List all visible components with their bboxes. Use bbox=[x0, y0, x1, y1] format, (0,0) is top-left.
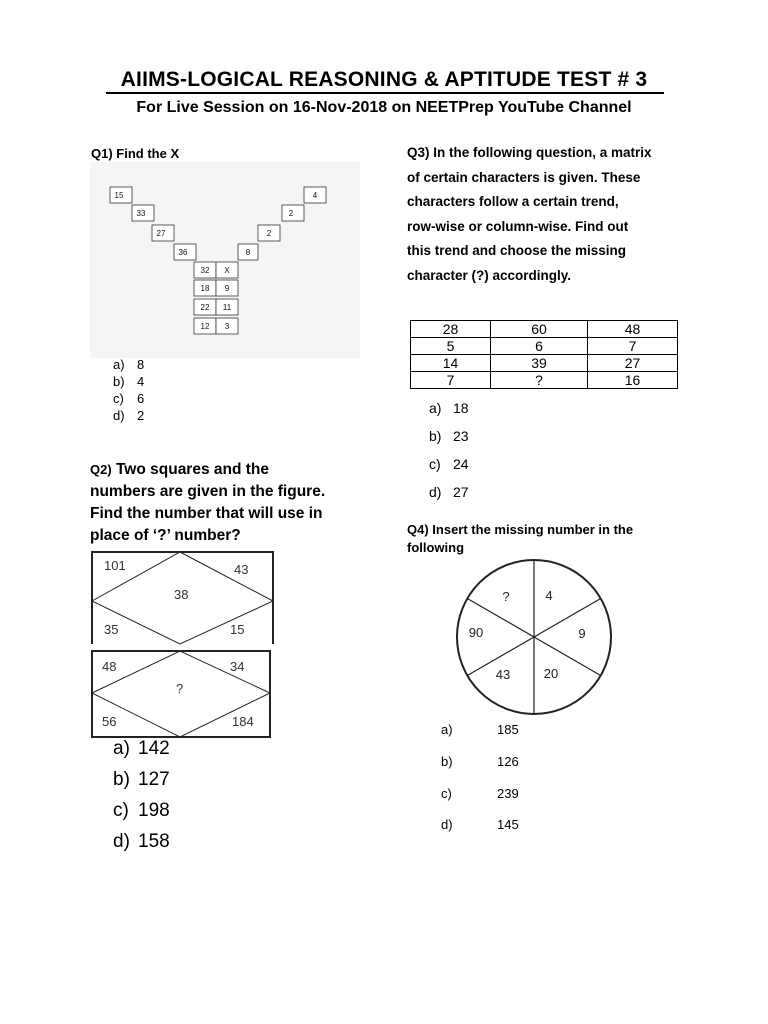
q4-options bbox=[441, 722, 561, 846]
q2-sq2-top-right: 34 bbox=[230, 659, 245, 674]
q1-cell-value: 8 bbox=[245, 248, 251, 257]
q2-line: Find the number that will use in bbox=[90, 505, 323, 522]
q1-cell-value: 11 bbox=[222, 303, 232, 312]
option-value: 2 bbox=[137, 408, 145, 423]
matrix-cell: 60 bbox=[491, 321, 588, 338]
option-value: 145 bbox=[497, 817, 519, 832]
q3-option-c[interactable] bbox=[429, 456, 469, 484]
matrix-cell: ? bbox=[491, 372, 588, 389]
q4-line: following bbox=[407, 540, 465, 555]
option-label: a) bbox=[441, 722, 453, 737]
q3-line: characters follow a certain trend, bbox=[407, 194, 619, 209]
q1-cell-value: 18 bbox=[200, 284, 210, 293]
matrix-cell: 5 bbox=[411, 338, 491, 355]
table-row bbox=[411, 355, 678, 372]
q4-sector-value: 9 bbox=[578, 626, 586, 641]
q2-option-a[interactable] bbox=[113, 738, 170, 769]
q4-option-c[interactable] bbox=[441, 786, 561, 804]
q2-sq1-center: 38 bbox=[174, 587, 189, 602]
q1-staircase-diagram bbox=[90, 162, 360, 358]
q1-cell-value: 33 bbox=[136, 209, 146, 218]
q2-sq2-bottom-right: 184 bbox=[232, 714, 254, 729]
q3-matrix-container bbox=[410, 320, 678, 389]
q1-cell-value: 22 bbox=[200, 303, 210, 312]
q4-line: Q4) Insert the missing number in the bbox=[407, 522, 634, 537]
q3-matrix bbox=[410, 320, 678, 389]
q2-squares-diagram bbox=[90, 550, 276, 740]
option-label: d) bbox=[113, 831, 130, 852]
q3-option-b[interactable] bbox=[429, 428, 469, 456]
option-value: 23 bbox=[453, 428, 469, 444]
option-label: d) bbox=[441, 817, 453, 832]
q1-question: Q1) Find the X bbox=[91, 146, 180, 161]
option-label: c) bbox=[441, 786, 452, 801]
option-label: b) bbox=[429, 428, 442, 444]
q3-line: Q3) In the following question, a matrix bbox=[407, 145, 652, 160]
option-label: b) bbox=[113, 374, 125, 389]
q4-sector-value: ? bbox=[502, 589, 510, 604]
q3-option-a[interactable] bbox=[429, 400, 469, 428]
q1-option-d[interactable] bbox=[113, 408, 144, 425]
option-label: a) bbox=[113, 738, 130, 759]
matrix-cell: 39 bbox=[491, 355, 588, 372]
q2-sq1-bottom-right: 15 bbox=[230, 622, 245, 637]
matrix-cell: 16 bbox=[588, 372, 678, 389]
q4-sector-value: 43 bbox=[495, 667, 511, 682]
q2-number: Q2) bbox=[90, 462, 112, 477]
q3-line: character (?) accordingly. bbox=[407, 267, 572, 283]
option-value: 126 bbox=[497, 754, 519, 769]
q4-figure bbox=[454, 557, 614, 717]
q1-option-c[interactable] bbox=[113, 391, 144, 408]
option-value: 8 bbox=[137, 357, 145, 372]
option-label: d) bbox=[429, 484, 442, 500]
q2-sq1-top-left: 101 bbox=[104, 558, 126, 573]
q2-figure bbox=[90, 550, 276, 740]
q1-cell-value: 9 bbox=[224, 284, 230, 293]
matrix-cell: 14 bbox=[411, 355, 491, 372]
option-value: 27 bbox=[453, 484, 469, 500]
q2-sq2-top-left: 48 bbox=[102, 659, 117, 674]
q3-line: of certain characters is given. These bbox=[407, 169, 641, 185]
q2-line: Two squares and the bbox=[115, 461, 270, 478]
table-row bbox=[411, 338, 678, 355]
option-label: c) bbox=[113, 800, 129, 821]
q1-cell-value: 2 bbox=[266, 229, 272, 238]
q3-option-d[interactable] bbox=[429, 484, 469, 512]
q3-options bbox=[429, 400, 469, 512]
option-value: 127 bbox=[138, 769, 170, 790]
q2-sq1-top-right: 43 bbox=[234, 562, 249, 577]
q2-line: place of ‘?’ number? bbox=[90, 527, 241, 544]
q3-line: row-wise or column-wise. Find out bbox=[407, 218, 629, 234]
q4-option-a[interactable] bbox=[441, 722, 561, 740]
q4-sector-value: 90 bbox=[468, 625, 484, 640]
q4-question bbox=[407, 521, 707, 557]
q4-circle-diagram bbox=[454, 557, 614, 717]
matrix-cell: 27 bbox=[588, 355, 678, 372]
option-value: 6 bbox=[137, 391, 145, 406]
option-label: b) bbox=[113, 769, 130, 790]
q2-sq2-bottom-left: 56 bbox=[102, 714, 117, 729]
q3-question bbox=[407, 141, 707, 288]
q1-cell-value: 12 bbox=[200, 322, 210, 331]
option-value: 239 bbox=[497, 786, 519, 801]
matrix-cell: 28 bbox=[411, 321, 491, 338]
q2-option-c[interactable] bbox=[113, 800, 170, 831]
q1-cell-value: 15 bbox=[114, 191, 124, 200]
test-title: AIIMS-LOGICAL REASONING & APTITUDE TEST # 3 bbox=[120, 68, 648, 91]
q2-line: numbers are given in the figure. bbox=[90, 483, 326, 500]
matrix-cell: 7 bbox=[588, 338, 678, 355]
option-value: 18 bbox=[453, 400, 469, 416]
table-row bbox=[411, 372, 678, 389]
matrix-cell: 48 bbox=[588, 321, 678, 338]
q2-option-d[interactable] bbox=[113, 831, 170, 862]
option-label: c) bbox=[113, 391, 124, 406]
q1-cell-value: 36 bbox=[178, 248, 188, 257]
q1-cell-value: 3 bbox=[224, 322, 230, 331]
q4-option-b[interactable] bbox=[441, 754, 561, 772]
option-label: c) bbox=[429, 456, 441, 472]
option-label: a) bbox=[113, 357, 125, 372]
option-value: 198 bbox=[138, 800, 170, 821]
option-label: d) bbox=[113, 408, 125, 423]
option-label: a) bbox=[429, 400, 442, 416]
option-label: b) bbox=[441, 754, 453, 769]
q3-line: this trend and choose the missing bbox=[407, 243, 627, 258]
matrix-cell: 6 bbox=[491, 338, 588, 355]
q1-cell-value: 4 bbox=[312, 191, 318, 200]
q1-cell-value: 32 bbox=[200, 266, 210, 275]
option-value: 185 bbox=[497, 722, 519, 737]
q1-cell-value: X bbox=[224, 266, 230, 275]
option-value: 158 bbox=[138, 831, 170, 852]
q2-sq2-center: ? bbox=[176, 681, 184, 696]
q1-cell-value: 27 bbox=[156, 229, 166, 238]
q4-sector-value: 4 bbox=[545, 588, 553, 603]
title-underline bbox=[106, 92, 664, 94]
matrix-cell: 7 bbox=[411, 372, 491, 389]
q1-options bbox=[113, 357, 144, 425]
q1-option-b[interactable] bbox=[113, 374, 144, 391]
q4-option-d[interactable] bbox=[441, 817, 561, 835]
option-value: 4 bbox=[137, 374, 145, 389]
q2-option-b[interactable] bbox=[113, 769, 170, 800]
q4-sector-value: 20 bbox=[543, 666, 559, 681]
test-subtitle: For Live Session on 16-Nov-2018 on NEETPrep YouTube Channel bbox=[136, 99, 632, 116]
q2-question bbox=[90, 459, 380, 547]
q1-figure bbox=[90, 162, 360, 358]
q1-cell-value: 2 bbox=[288, 209, 294, 218]
option-value: 24 bbox=[453, 456, 469, 472]
option-value: 142 bbox=[138, 738, 170, 759]
table-row bbox=[411, 321, 678, 338]
q2-sq1-bottom-left: 35 bbox=[104, 622, 119, 637]
q2-options bbox=[113, 738, 170, 862]
q1-option-a[interactable] bbox=[113, 357, 144, 374]
